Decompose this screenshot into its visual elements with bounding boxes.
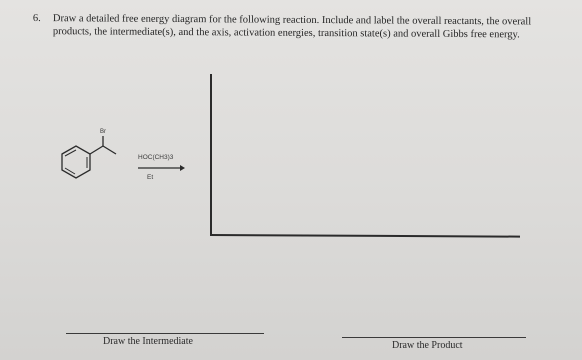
intermediate-answer-line bbox=[66, 333, 264, 334]
energy-diagram-y-axis bbox=[210, 74, 212, 236]
question-block bbox=[33, 12, 553, 42]
energy-diagram-x-axis bbox=[210, 234, 520, 238]
product-answer-line bbox=[342, 337, 526, 338]
reagent-above-arrow: HOC(CH3)3 bbox=[138, 154, 174, 161]
ring-to-chain-bond bbox=[90, 146, 103, 154]
question-number: 6. bbox=[32, 12, 41, 25]
intermediate-caption: Draw the Intermediate bbox=[103, 336, 193, 347]
reactant-structure bbox=[48, 120, 128, 200]
bromine-label: Br bbox=[100, 129, 106, 135]
benzene-ring bbox=[62, 146, 90, 178]
reaction-arrow bbox=[136, 163, 186, 173]
question-text: Draw a detailed free energy diagram for the following reaction. Include and label the overall reactants, the overall products, the intermediate(s), and the axis, activation energies, transition state(s) and overall Gibbs free energy. bbox=[52, 13, 532, 41]
product-caption: Draw the Product bbox=[392, 340, 463, 351]
reagent-below-arrow: Et bbox=[147, 174, 154, 181]
chain-methyl-bond bbox=[103, 146, 116, 154]
